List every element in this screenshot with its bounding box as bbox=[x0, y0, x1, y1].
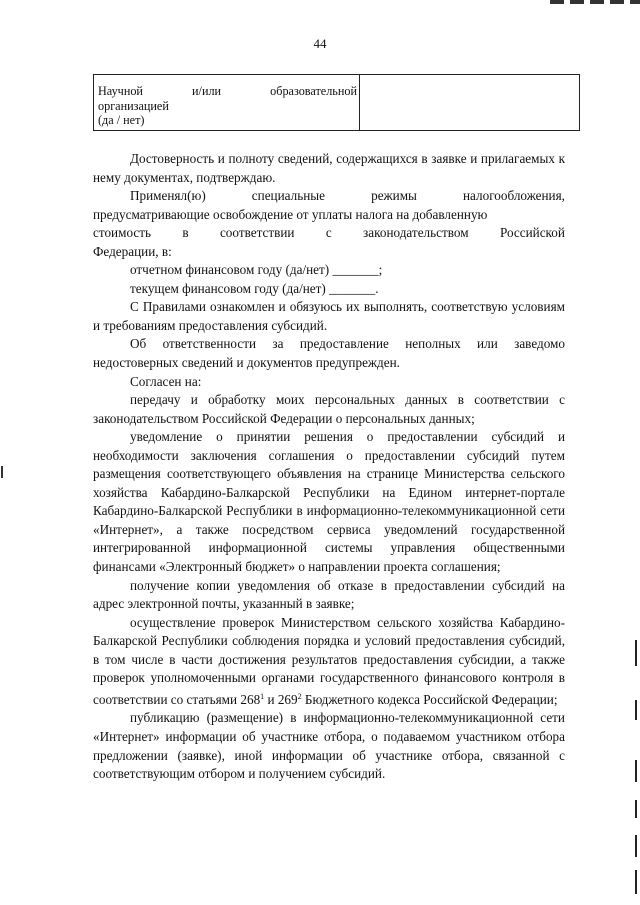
line-text: предусматривающие освобождение от уплаты налога на добавленную bbox=[93, 206, 488, 222]
current-year-line bbox=[93, 280, 565, 299]
paragraph-tax-line4 bbox=[93, 243, 565, 262]
paragraph-publication: публикацию (размещение) в информационно-телекоммуникационной сети «Интернет» информации об участнике отбора, о подаваемом участником отбора предложении (заявке), иной информации об участнике отбора, связанной с соответствующим отбором и получением субсидий. bbox=[93, 710, 565, 782]
word: режимы bbox=[371, 188, 417, 204]
word: налогообложения, bbox=[463, 188, 565, 204]
table-label-word: Научной bbox=[98, 84, 143, 98]
scan-margin-mark bbox=[1, 466, 3, 478]
superscript: 1 bbox=[260, 691, 265, 701]
info-table bbox=[93, 74, 580, 131]
line-text: Федерации, в: bbox=[93, 243, 172, 259]
text-run: и 269 bbox=[264, 691, 298, 707]
line-text: текущем финансовом году (да/нет) _______. bbox=[130, 280, 379, 296]
paragraph-notification: уведомление о принятии решения о предоставлении субсидий и необходимости заключения соглашения о предоставлении субсидий путем размещения соответствующего объявления на странице Министерства сельского хозяйства Кабардино-Балкарской Республики на Едином интернет-портале Кабардино-Балкарской Республики в информационно-телекоммуникационной сети «Интернет», а также посредством сервиса уведомлений государственной интегрированной информационной системы управления общественными финансами «Электронный бюджет» о направлении проекта соглашения; bbox=[93, 429, 565, 575]
reporting-year-line bbox=[93, 261, 565, 280]
scan-edge-mark bbox=[635, 835, 637, 857]
paragraph-tax-line3 bbox=[93, 224, 565, 243]
word: Применял(ю) bbox=[130, 188, 206, 204]
table-label-word: и/или bbox=[192, 84, 222, 98]
line-text: отчетном финансовом году (да/нет) _______; bbox=[130, 262, 383, 278]
word: с bbox=[325, 225, 332, 241]
table-label-line: организацией bbox=[98, 98, 169, 113]
word: стоимость bbox=[93, 225, 151, 241]
scan-edge-mark bbox=[635, 640, 637, 666]
word: соответствии bbox=[219, 225, 295, 241]
table-value-cell bbox=[360, 75, 580, 131]
scan-edge-mark bbox=[550, 0, 640, 4]
superscript: 2 bbox=[297, 691, 302, 701]
word: специальные bbox=[251, 188, 326, 204]
scan-edge-mark bbox=[635, 700, 637, 720]
table-label-cell bbox=[94, 75, 360, 131]
paragraph-tax-line1 bbox=[93, 187, 565, 206]
table-label-line: (да / нет) bbox=[98, 113, 145, 127]
scan-edge-mark bbox=[635, 870, 637, 894]
paragraph-rules: С Правилами ознакомлен и обязуюсь их выполнять, соответствую условиям и требованиям предоставления субсидий. bbox=[93, 299, 565, 333]
text-run: осуществление проверок Министерством сельского хозяйства Кабардино-Балкарской Республики соблюдения порядка и условий предоставления субсидий, в том числе в части достижения результатов предоставления субсидии, а также проверок уполномоченными органами государственного финансового контроля в соответствии со статьями 268 bbox=[93, 614, 565, 707]
paragraph-reliability: Достоверность и полноту сведений, содержащихся в заявке и прилагаемых к нему документах, подтверждаю. bbox=[93, 151, 565, 185]
paragraph-inspections bbox=[93, 614, 565, 710]
table-label-word: образовательной bbox=[270, 84, 357, 98]
scan-edge-mark bbox=[635, 800, 637, 818]
document-body bbox=[93, 150, 565, 784]
paragraph-personal-data: передачу и обработку моих персональных данных в соответствии с законодательством Российской Федерации о персональных данных; bbox=[93, 392, 565, 426]
paragraph-responsibility: Об ответственности за предоставление неполных или заведомо недостоверных сведений и документов предупрежден. bbox=[93, 336, 565, 371]
word: в bbox=[182, 225, 189, 241]
page-number: 44 bbox=[313, 36, 327, 51]
word: Российской bbox=[499, 225, 565, 241]
text-run: Бюджетного кодекса Российской Федерации; bbox=[301, 691, 558, 707]
paragraph-consent-heading: Согласен на: bbox=[130, 373, 202, 389]
paragraph-refusal-copy: получение копии уведомления об отказе в предоставлении субсидий на адрес электронной почты, указанный в заявке; bbox=[93, 577, 565, 612]
paragraph-tax-line2 bbox=[93, 206, 565, 225]
word: законодательством bbox=[363, 225, 469, 241]
scan-edge-mark bbox=[635, 760, 637, 782]
